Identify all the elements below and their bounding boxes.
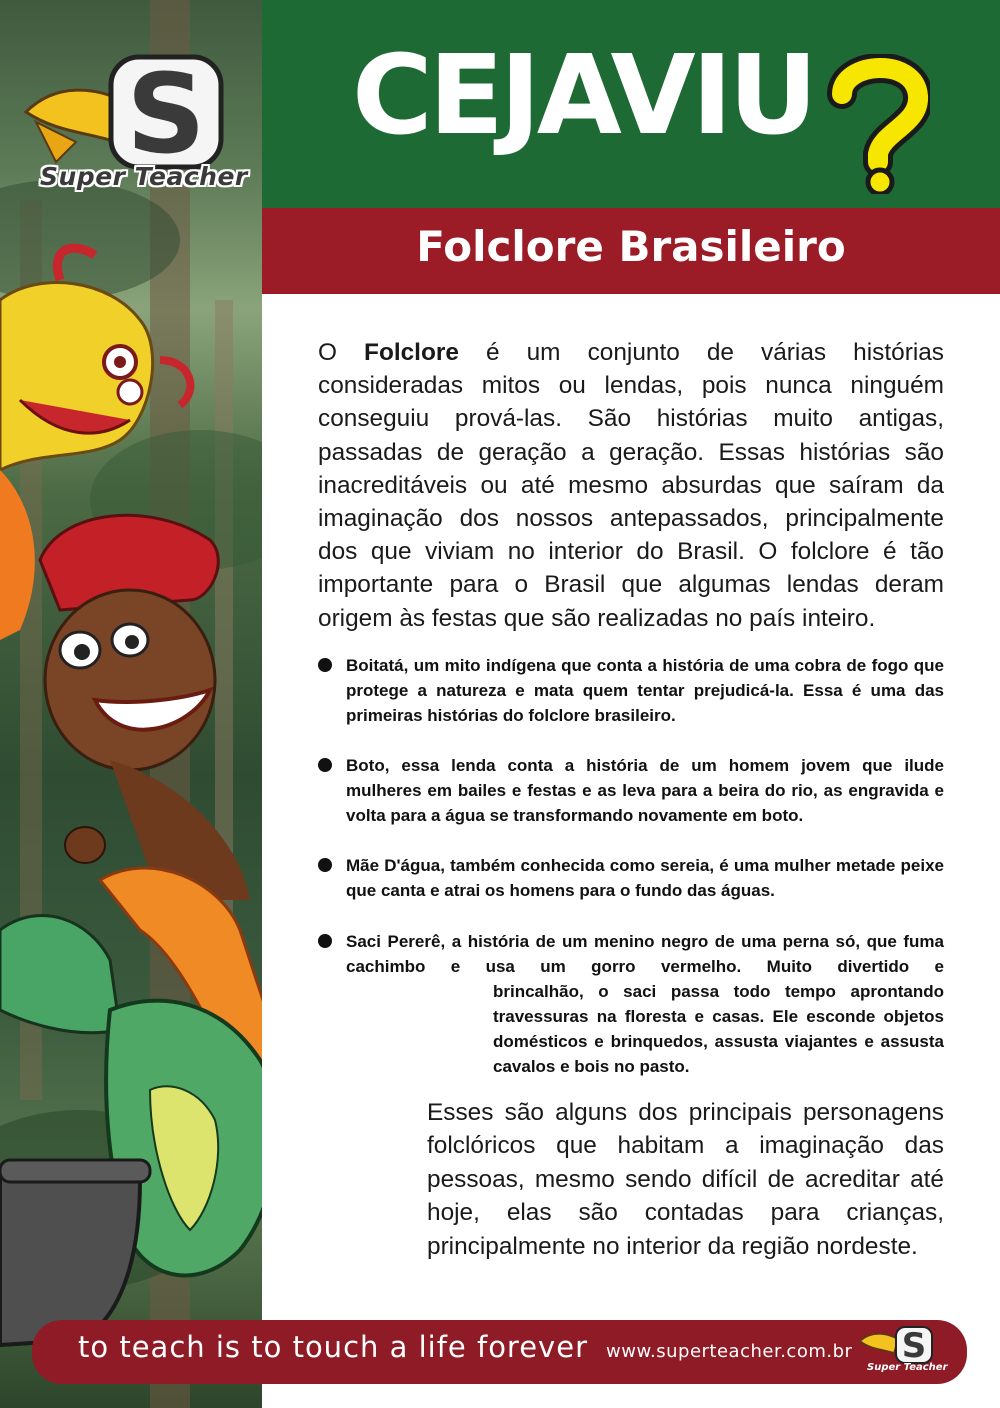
svg-text:S: S: [901, 1326, 927, 1365]
bullet-saci-text-rest: brincalhão, o saci passa todo tempo aprontando travessuras na floresta e casas. Ele esconde objetos domésticos e brinquedos, assusta viajantes e assusta cavalos e bois no pasto.: [493, 982, 944, 1076]
closing-paragraph: Esses são alguns dos principais personagens folclóricos que habitam a imaginação das pessoas, mesmo sendo difícil de acreditar até hoje, elas são contadas para crianças, principalmente no interior da região nordeste.: [427, 1099, 944, 1260]
forest-illustration: [0, 0, 262, 1408]
bullet-dot-icon: [318, 858, 332, 872]
logo-letter: S: [126, 52, 206, 178]
bullet-text: Mãe D'água, também conhecida como sereia, é uma mulher metade peixe que canta e atrai os homens para o fundo das águas.: [346, 856, 944, 900]
bullet-text: Boto, essa lenda conta a história de um homem jovem que ilude mulheres em bailes e festas e as leva para a beira do rio, as engravida e volta para a água se transformando novamente em boto.: [346, 756, 944, 825]
bullet-dot-icon: [318, 658, 332, 672]
question-mark-icon: [820, 54, 930, 194]
bullet-saci-text-top: Saci Pererê, a história de um menino negro de uma perna só, que fuma cachimbo e usa um gorro vermelho. Muito divertido e: [346, 932, 944, 976]
page-subtitle: Folclore Brasileiro: [416, 222, 846, 271]
footer-logo-icon: [856, 1325, 936, 1365]
intro-paragraph: [318, 336, 944, 635]
bullet-boto: [318, 753, 944, 828]
logo-wordmark: Super Teacher: [40, 162, 248, 191]
bullet-dot-icon: [318, 934, 332, 948]
footer-url[interactable]: www.superteacher.com.br: [606, 1341, 853, 1362]
intro-text: é um conjunto de várias histórias consideradas mitos ou lendas, pois nunca ninguém conseguiu prová-las. São histórias muito antigas, passadas de geração a geração. Essas histórias são inacreditáveis ou até mesmo absurdas que saíram da imaginação dos nossos antepassados, principalmente dos que viviam no interior do Brasil. O folclore é tão importante para o Brasil que algumas lendas deram origem às festas que são realizadas no país inteiro.: [318, 339, 944, 632]
folklore-characters-illustration: [0, 0, 262, 1408]
bullet-dot-icon: [318, 758, 332, 772]
footer-motto: to teach is to touch a life forever: [78, 1330, 588, 1364]
footer-logo-wordmark: Super Teacher: [867, 1362, 948, 1373]
brand-title: CEJAVIU: [352, 31, 814, 159]
bullet-mae-dagua: [318, 853, 944, 903]
intro-keyword: Folclore: [364, 339, 459, 366]
intro-lead: O: [318, 339, 365, 366]
bullet-boitata: [318, 653, 944, 728]
bullet-text: Boitatá, um mito indígena que conta a história de uma cobra de fogo que protege a natureza e mata quem tentar prejudicá-la. Essa é uma das primeiras histórias do folclore brasileiro.: [346, 656, 944, 725]
